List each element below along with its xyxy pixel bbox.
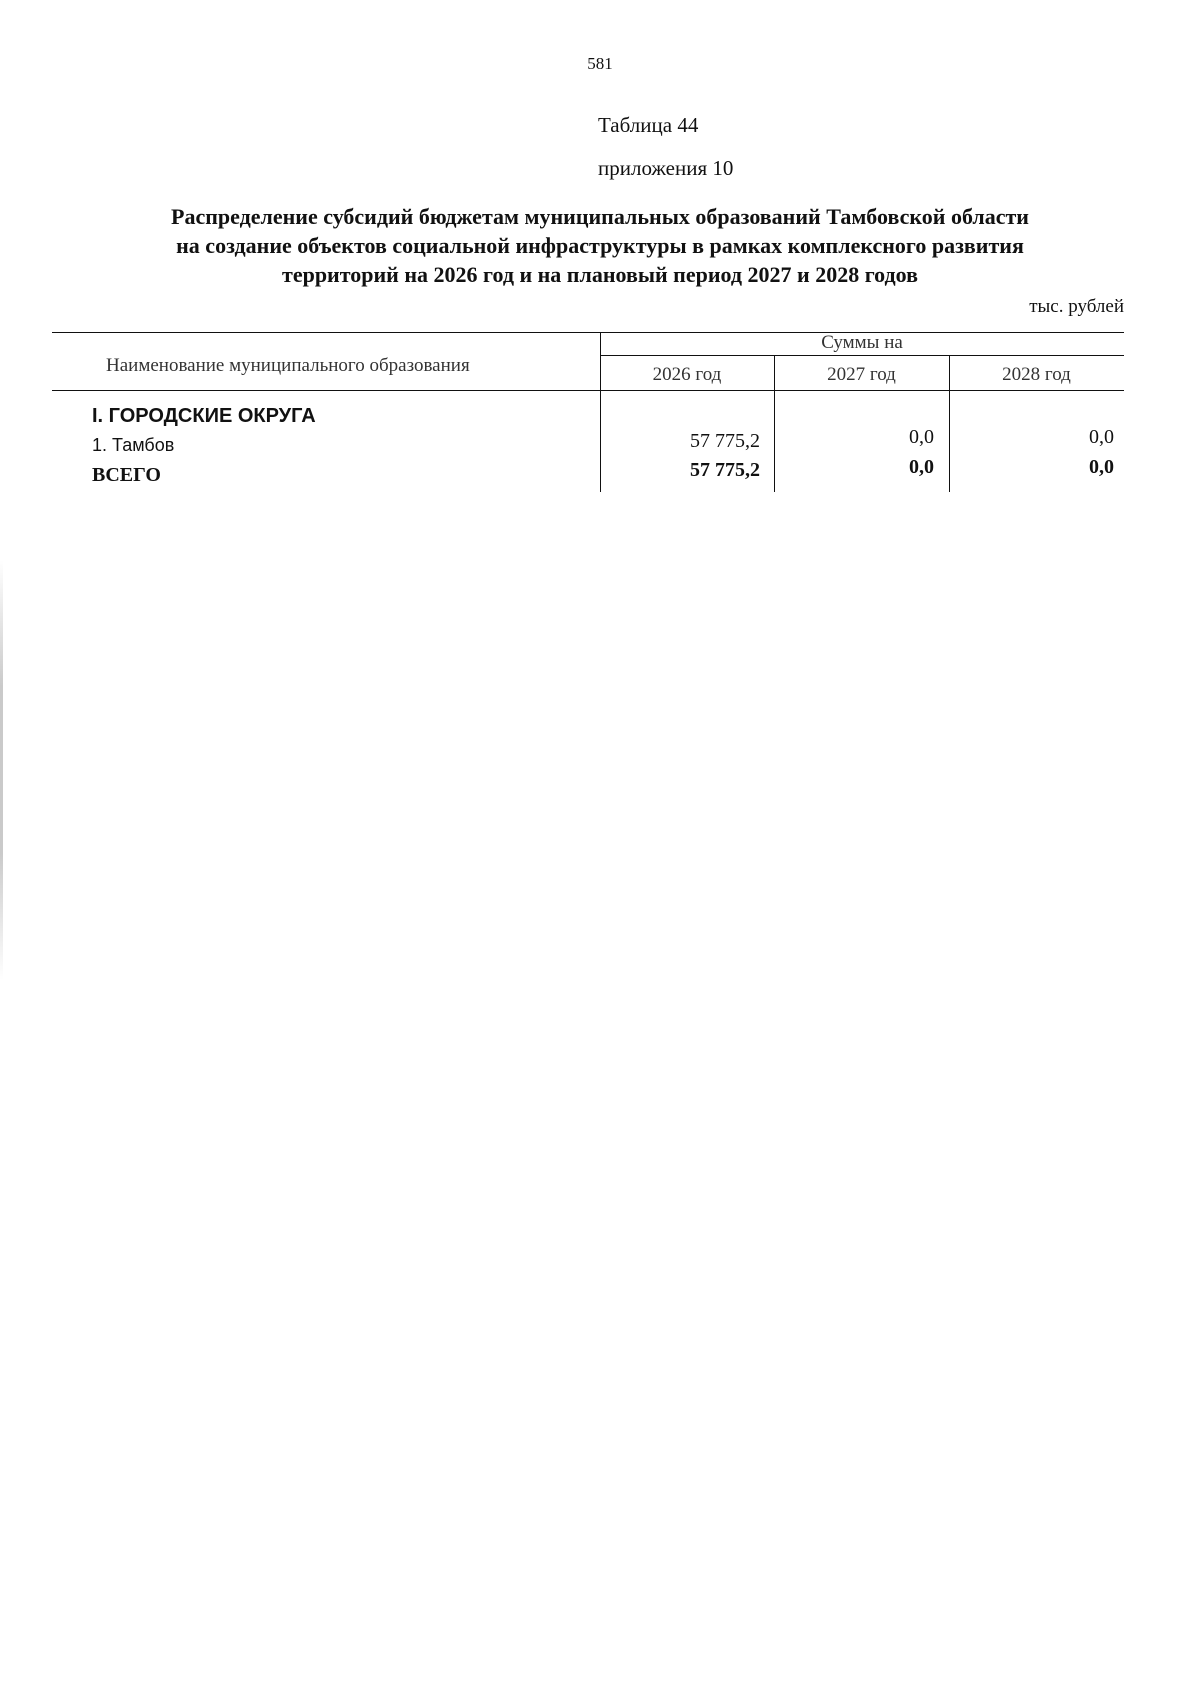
title-line-1: Распределение субсидий бюджетам муниципальных образований Тамбовской области [171,204,1029,229]
header-year-2028: 2028 год [1002,364,1071,385]
page-number: 581 [587,54,613,73]
table-row-total-2027: 0,0 [909,456,934,478]
table-row-total-2028: 0,0 [1089,456,1114,478]
table-row-tambov-name: 1. Тамбов [92,435,175,455]
units-label: тыс. рублей [1029,296,1124,317]
header-year-2027: 2027 год [827,364,896,385]
table-row-section-label: I. ГОРОДСКИЕ ОКРУГА [92,405,316,427]
title-line-2: на создание объектов социальной инфраструктуры в рамках комплексного развития [176,233,1024,258]
document-title [60,202,1140,289]
table-row-tambov-2027: 0,0 [909,426,934,448]
table-row-tambov-2028: 0,0 [1089,426,1114,448]
table-row-total-2026: 57 775,2 [690,459,760,481]
table-number-label: Таблица 44 [598,113,699,137]
header-sums-group: Суммы на [821,332,903,353]
scan-edge-artifact [0,560,3,980]
appendix-label: приложения 10 [598,156,734,180]
header-year-2026: 2026 год [652,364,722,385]
header-bottom-rule [52,390,1124,391]
table-row-tambov-2026: 57 775,2 [690,430,760,452]
table-row-total-name: ВСЕГО [92,464,161,486]
header-name-column: Наименование муниципального образования [106,355,470,376]
header-group-rule [600,355,1124,356]
subsidy-table [52,332,1124,492]
title-line-3: территорий на 2026 год и на плановый период 2027 и 2028 годов [282,262,918,287]
